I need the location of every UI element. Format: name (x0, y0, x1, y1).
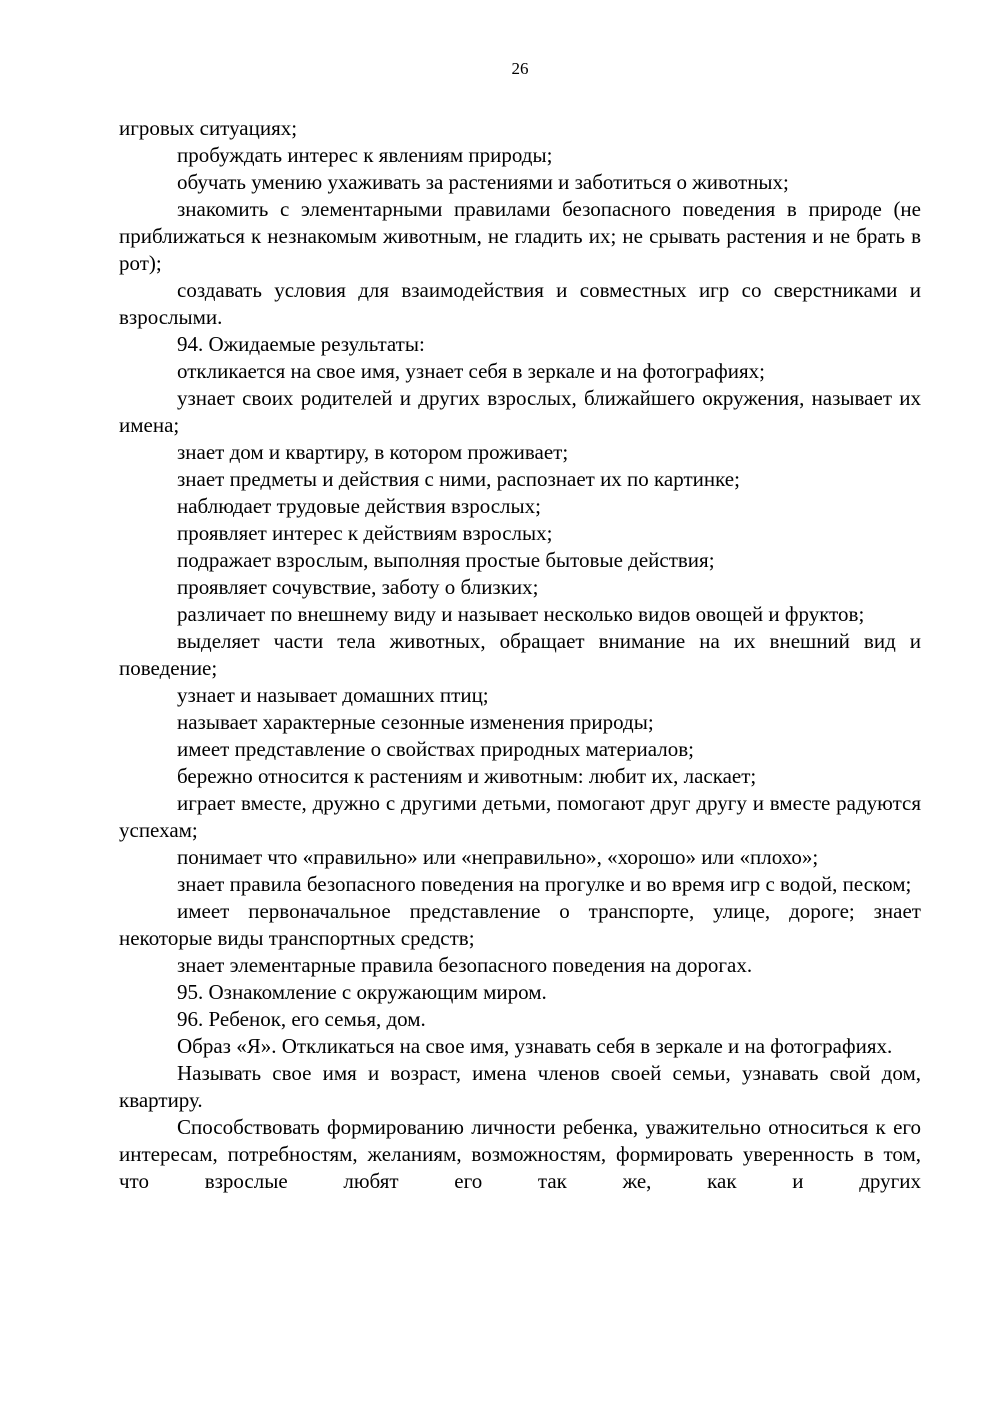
paragraph: создавать условия для взаимодействия и совместных игр со сверстниками и взрослыми. (119, 278, 921, 329)
list-item: проявляет интерес к действиям взрослых; (177, 521, 553, 545)
list-item: играет вместе, дружно с другими детьми, помогают друг другу и вместе радуются успехам; (119, 791, 921, 842)
list-item: называет характерные сезонные изменения природы; (177, 710, 654, 734)
list-item: проявляет сочувствие, заботу о близких; (177, 575, 539, 599)
paragraph: пробуждать интерес к явлениям природы; (177, 143, 553, 167)
list-item: имеет представление о свойствах природных материалов; (177, 737, 694, 761)
paragraph: Способствовать формированию личности ребенка, уважительно относиться к его интересам, потребностям, желаниям, возможностям, формировать уверенность в том, что взрослые любят его так же, как и других (119, 1115, 921, 1193)
list-item: узнает и называет домашних птиц; (177, 683, 489, 707)
list-item: узнает своих родителей и других взрослых, ближайшего окружения, называет их имена; (119, 386, 921, 437)
paragraph: игровых ситуациях; (119, 116, 298, 140)
list-item: откликается на свое имя, узнает себя в зеркале и на фотографиях; (177, 359, 766, 383)
paragraph: знакомить с элементарными правилами безопасного поведения в природе (не приближаться к незнакомым животным, не гладить их; не срывать растения и не брать в рот); (119, 197, 921, 275)
list-item: различает по внешнему виду и называет несколько видов овощей и фруктов; (177, 602, 865, 626)
paragraph: Образ «Я». Откликаться на свое имя, узнавать себя в зеркале и на фотографиях. (177, 1034, 893, 1058)
list-item: выделяет части тела животных, обращает внимание на их внешний вид и поведение; (119, 629, 921, 680)
section-heading-96: 96. Ребенок, его семья, дом. (177, 1007, 426, 1031)
list-item: имеет первоначальное представление о транспорте, улице, дороге; знает некоторые виды транспортных средств; (119, 899, 921, 950)
paragraph: Называть свое имя и возраст, имена членов своей семьи, узнавать свой дом, квартиру. (119, 1061, 921, 1112)
section-heading-94: 94. Ожидаемые результаты: (177, 332, 425, 356)
list-item: знает правила безопасного поведения на прогулке и во время игр с водой, песком; (177, 872, 912, 896)
page-number: 26 (511, 59, 529, 78)
list-item: знает элементарные правила безопасного поведения на дорогах. (177, 953, 753, 977)
paragraph: обучать умению ухаживать за растениями и заботиться о животных; (177, 170, 789, 194)
list-item: знает предметы и действия с ними, распознает их по картинке; (177, 467, 740, 491)
list-item: подражает взрослым, выполняя простые бытовые действия; (177, 548, 715, 572)
list-item: наблюдает трудовые действия взрослых; (177, 494, 541, 518)
list-item: бережно относится к растениям и животным: любит их, ласкает; (177, 764, 757, 788)
section-heading-95: 95. Ознакомление с окружающим миром. (177, 980, 547, 1004)
list-item: знает дом и квартиру, в котором проживает; (177, 440, 569, 464)
page-body (119, 115, 921, 1195)
list-item: понимает что «правильно» или «неправильно», «хорошо» или «плохо»; (177, 845, 819, 869)
